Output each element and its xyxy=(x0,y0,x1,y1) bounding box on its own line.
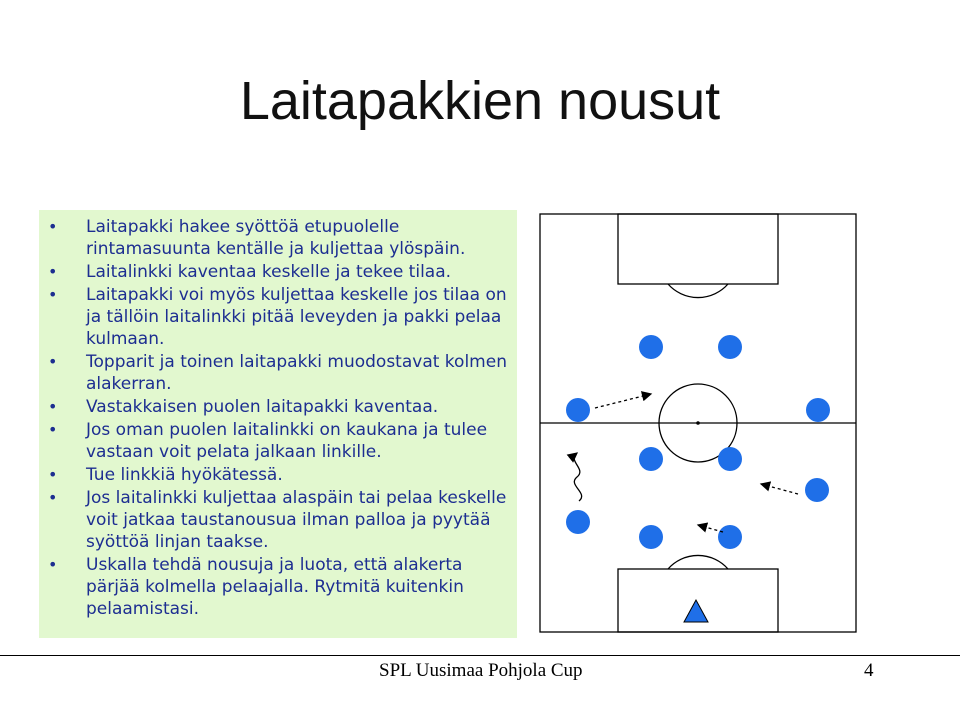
bullet-dot-icon: • xyxy=(48,217,58,236)
bullet-text: Laitapakki voi myös kuljettaa keskelle jos tilaa on ja tällöin laitalinkki pitää leveyden ja pakki pelaa kulmaan. xyxy=(86,285,507,349)
bullet-item xyxy=(39,419,517,463)
bullet-item xyxy=(39,284,517,350)
bullet-item xyxy=(39,216,517,260)
bullet-text: Jos laitalinkki kuljettaa alaspäin tai pelaa keskelle voit jatkaa taustanousua ilman palloa ja pyytää syöttöä linjan taakse. xyxy=(86,488,507,552)
bullet-item xyxy=(39,464,517,486)
bullet-item xyxy=(39,396,517,418)
player-marker xyxy=(805,478,829,502)
bullet-text: Laitapakki hakee syöttöä etupuolelle rintamasuunta kentälle ja kuljettaa ylöspäin. xyxy=(86,217,466,259)
player-marker xyxy=(639,525,663,549)
page-number: 4 xyxy=(864,660,874,681)
bullet-dot-icon: • xyxy=(48,285,58,304)
player-marker xyxy=(718,525,742,549)
bullet-text: Uskalla tehdä nousuja ja luota, että alakerta pärjää kolmella pelaajalla. Rytmitä kuitenkin pelaamistasi. xyxy=(86,555,464,619)
bullet-item xyxy=(39,351,517,395)
footer-divider xyxy=(0,655,960,656)
bullet-dot-icon: • xyxy=(48,555,58,574)
bullet-item xyxy=(39,487,517,553)
bullet-item xyxy=(39,261,517,283)
bullet-list xyxy=(39,216,517,621)
player-marker xyxy=(718,447,742,471)
player-marker xyxy=(566,398,590,422)
bullet-text: Jos oman puolen laitalinkki on kaukana ja tulee vastaan voit pelata jalkaan linkille. xyxy=(86,420,488,462)
player-marker xyxy=(639,335,663,359)
bullet-panel xyxy=(39,210,517,638)
player-marker xyxy=(639,447,663,471)
football-pitch-diagram xyxy=(533,207,863,639)
bullet-dot-icon: • xyxy=(48,420,58,439)
center-spot xyxy=(696,421,700,425)
bullet-dot-icon: • xyxy=(48,465,58,484)
player-marker xyxy=(566,510,590,534)
bullet-dot-icon: • xyxy=(48,488,58,507)
bullet-text: Topparit ja toinen laitapakki muodostavat kolmen alakerran. xyxy=(86,352,507,394)
bullet-text: Vastakkaisen puolen laitapakki kaventaa. xyxy=(86,397,439,417)
footer-text: SPL Uusimaa Pohjola Cup xyxy=(379,660,583,681)
slide-title: Laitapakkien nousut xyxy=(239,71,721,131)
bullet-dot-icon: • xyxy=(48,352,58,371)
bullet-text: Laitalinkki kaventaa keskelle ja tekee tilaa. xyxy=(86,262,452,282)
bullet-text: Tue linkkiä hyökätessä. xyxy=(86,465,283,485)
bullet-dot-icon: • xyxy=(48,397,58,416)
bullet-item xyxy=(39,554,517,620)
player-marker xyxy=(806,398,830,422)
bullet-dot-icon: • xyxy=(48,262,58,281)
player-marker xyxy=(718,335,742,359)
